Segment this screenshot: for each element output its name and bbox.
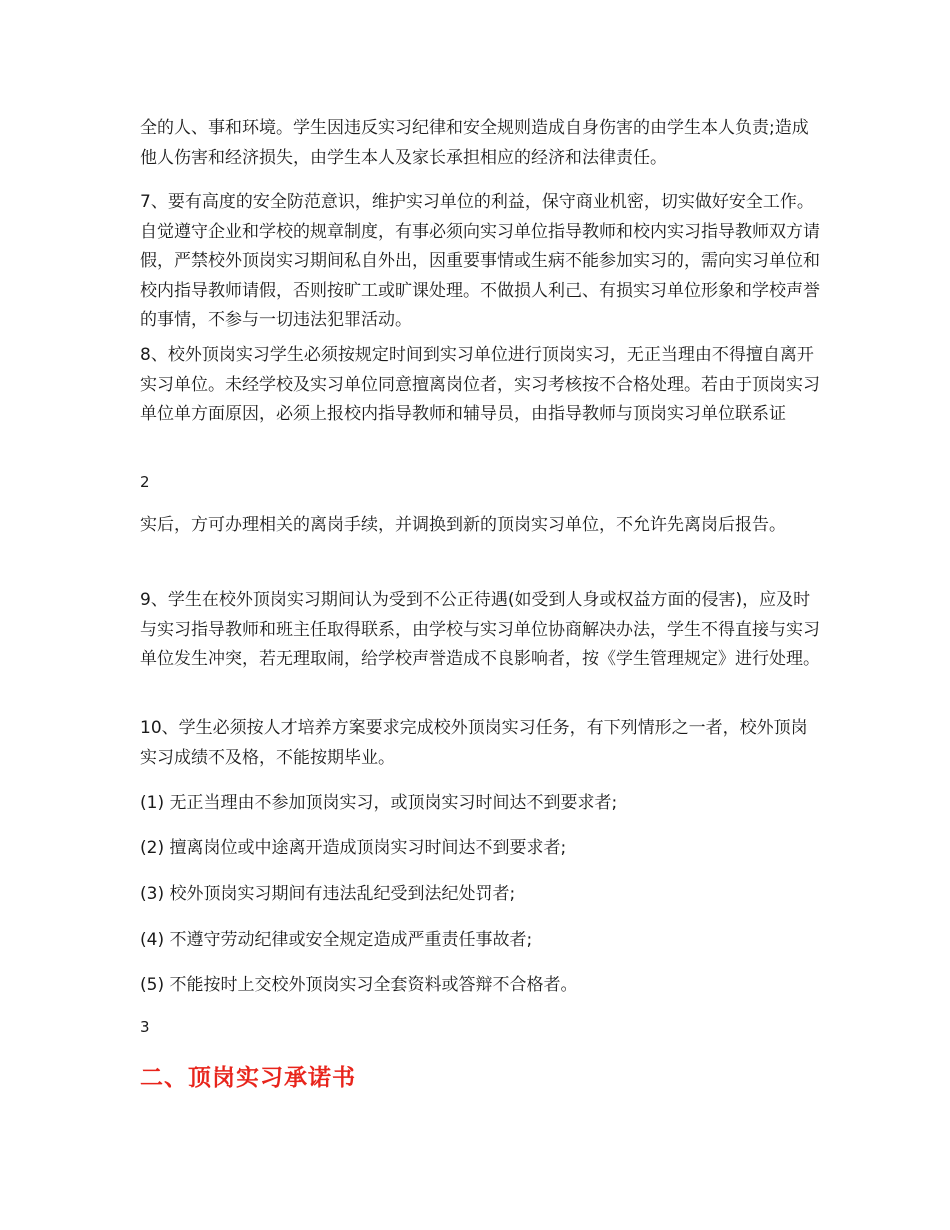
paragraph-safety-responsibility: 全的人、事和环境。学生因违反实习纪律和安全规则造成自身伤害的由学生本人负责;造成他人伤害和经济损失，由学生本人及家长承担相应的经济和法律责任。 xyxy=(140,118,809,168)
paragraph-item-9: 9、学生在校外顶岗实习期间认为受到不公正待遇(如受到人身或权益方面的侵害)，应及时与实习指导教师和班主任取得联系，由学校与实习单位协商解决办法，学生不得直接与实习单位发生冲突，若无理取闹，给学校声誉造成不良影响者，按《学生管理规定》进行处理。 xyxy=(140,590,820,669)
section-heading: 二、顶岗实习承诺书 xyxy=(140,1065,356,1091)
list-item-condition-2: (2) 擅离岗位或中途离开造成顶岗实习时间达不到要求者; xyxy=(140,838,567,858)
paragraph-item-8-continued: 实后，方可办理相关的离岗手续，并调换到新的顶岗实习单位，不允许先离岗后报告。 xyxy=(140,515,786,535)
list-item-condition-4: (4) 不遵守劳动纪律或安全规定造成严重责任事故者; xyxy=(140,930,533,950)
paragraph-item-10: 10、学生必须按人才培养方案要求完成校外顶岗实习任务，有下列情形之一者，校外顶岗实习成绩不及格，不能按期毕业。 xyxy=(140,718,808,768)
page-number: 3 xyxy=(140,1018,150,1036)
list-item-condition-1: (1) 无正当理由不参加顶岗实习，或顶岗实习时间达不到要求者; xyxy=(140,793,618,813)
paragraph-item-8: 8、校外顶岗实习学生必须按规定时间到实习单位进行顶岗实习，无正当理由不得擅自离开实习单位。未经学校及实习单位同意擅离岗位者，实习考核按不合格处理。若由于顶岗实习单位单方面原因，必须上报校内指导教师和辅导员，由指导教师与顶岗实习单位联系证 xyxy=(140,345,820,424)
list-item-condition-3: (3) 校外顶岗实习期间有违法乱纪受到法纪处罚者; xyxy=(140,884,516,904)
paragraph-item-7: 7、要有高度的安全防范意识，维护实习单位的利益，保守商业机密，切实做好安全工作。自觉遵守企业和学校的规章制度，有事必须向实习单位指导教师和校内实习指导教师双方请假，严禁校外顶岗实习期间私自外出，因重要事情或生病不能参加实习的，需向实习单位和校内指导教师请假，否则按旷工或旷课处理。不做损人利己、有损实习单位形象和学校声誉的事情，不参与一切违法犯罪活动。 xyxy=(140,192,820,330)
page-number: 2 xyxy=(140,473,150,491)
list-item-condition-5: (5) 不能按时上交校外顶岗实习全套资料或答辩不合格者。 xyxy=(140,975,578,995)
